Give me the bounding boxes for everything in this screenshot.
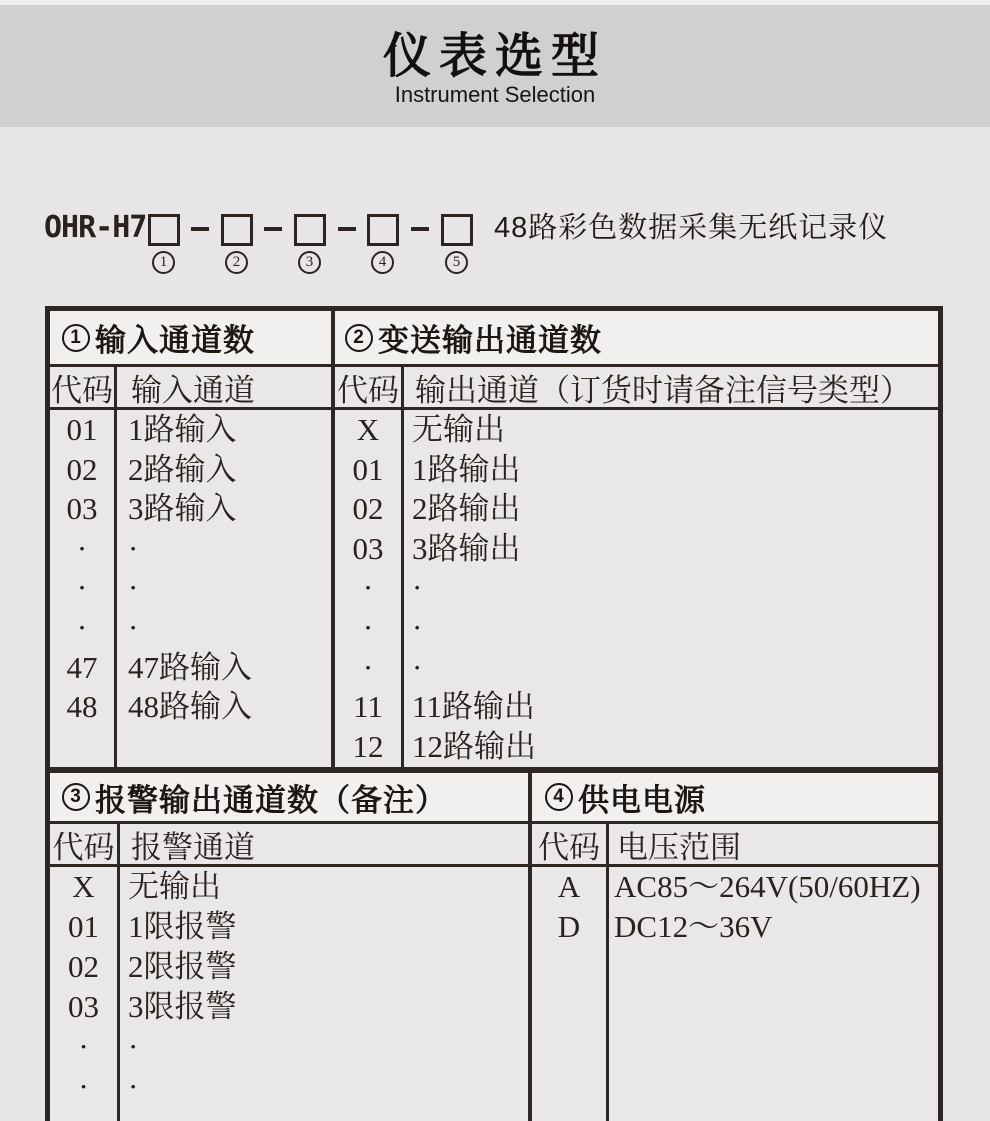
output-channel-rows <box>335 410 938 767</box>
table-row <box>50 410 331 450</box>
circled-number-icon: 1 <box>62 324 90 352</box>
code-cell: 03 <box>352 530 384 566</box>
value-cell: · <box>412 570 423 606</box>
code-cell: · <box>78 1029 89 1064</box>
table-row <box>335 450 938 490</box>
code-cell: · <box>76 609 88 645</box>
table-row <box>50 450 331 490</box>
input-channel-rows <box>50 410 331 767</box>
table-row <box>50 1027 528 1067</box>
code-cell: · <box>362 609 374 645</box>
section-header-output <box>335 311 948 364</box>
value-cell: 3路输出 <box>412 530 521 566</box>
table-row <box>50 568 331 608</box>
divider <box>606 824 609 864</box>
divider <box>114 410 117 767</box>
value-cell: DC12～36V <box>614 909 773 944</box>
col-header-value: 电压范围 <box>617 829 741 865</box>
circled-number-5: 5 <box>445 251 468 274</box>
table-row <box>335 568 938 608</box>
value-cell: · <box>128 609 139 645</box>
col-header-code: 代码 <box>52 829 115 865</box>
table-row <box>50 987 528 1027</box>
value-cell: · <box>128 1069 139 1104</box>
circled-number-3: 3 <box>298 251 321 274</box>
dash-separator <box>191 227 209 231</box>
value-cell: · <box>128 570 139 606</box>
value-cell: 11路输出 <box>412 689 535 725</box>
table-row <box>50 608 331 648</box>
value-cell: 无输出 <box>128 869 221 904</box>
code-cell: A <box>557 869 581 904</box>
table-row <box>335 608 938 648</box>
code-cell: 03 <box>66 491 98 527</box>
code-cell: 01 <box>66 412 98 447</box>
divider <box>114 367 117 407</box>
divider <box>117 824 120 864</box>
model-box-2 <box>221 214 253 246</box>
divider <box>401 367 404 407</box>
circled-number-4: 4 <box>371 251 394 274</box>
section-title: 变送输出通道数 <box>378 323 602 358</box>
value-cell: 2限报警 <box>128 949 237 984</box>
col-header-code: 代码 <box>538 829 600 865</box>
table-row <box>50 1067 528 1107</box>
section-header-alarm <box>50 773 540 821</box>
col-header-code: 代码 <box>51 372 113 408</box>
code-cell: · <box>78 1069 89 1104</box>
section-header-row-bottom <box>50 773 938 821</box>
table-row <box>50 907 528 947</box>
value-cell: 2路输入 <box>128 451 237 487</box>
section-header-input <box>50 311 343 364</box>
code-cell: 01 <box>352 451 384 487</box>
model-prefix: OHR-H7 <box>44 210 147 245</box>
circled-number-2: 2 <box>225 251 248 274</box>
value-cell: · <box>412 649 423 685</box>
section-title: 供电电源 <box>578 782 706 818</box>
col-header-code: 代码 <box>337 372 399 408</box>
code-cell: · <box>76 570 88 606</box>
code-cell: 03 <box>68 989 99 1024</box>
divider <box>50 364 938 367</box>
divider <box>50 821 938 824</box>
divider <box>528 773 532 1121</box>
table-row <box>335 529 938 569</box>
code-cell: D <box>557 909 581 944</box>
page-subtitle: Instrument Selection <box>394 82 596 107</box>
selection-table <box>45 306 943 1121</box>
value-cell: 12路输出 <box>412 728 536 764</box>
section-header-power <box>532 773 951 821</box>
value-cell: AC85～264V(50/60HZ) <box>614 869 921 904</box>
value-cell: 1路输入 <box>128 412 237 447</box>
table-row <box>50 687 331 727</box>
value-cell: 2路输出 <box>412 491 521 527</box>
value-cell: 3路输入 <box>128 491 237 527</box>
code-cell: · <box>76 530 88 566</box>
model-box-1 <box>148 214 180 246</box>
table-row <box>50 529 331 569</box>
dash-separator <box>338 227 356 231</box>
subheader-row-top <box>50 367 938 407</box>
table-row <box>335 727 938 767</box>
table-row <box>50 489 331 529</box>
model-box-3 <box>294 214 326 246</box>
value-cell: 无输出 <box>412 412 505 447</box>
section-header-row-top <box>50 311 938 364</box>
value-cell: · <box>128 530 139 566</box>
value-cell: 47路输入 <box>128 649 252 685</box>
code-cell: 11 <box>353 689 383 725</box>
model-box-4 <box>367 214 399 246</box>
table-row <box>532 907 938 947</box>
dash-separator <box>264 227 282 231</box>
table-row <box>50 648 331 688</box>
col-header-value: 输入通道 <box>131 372 255 408</box>
alarm-channel-rows <box>50 867 528 1121</box>
divider <box>117 867 120 1121</box>
code-cell: 48 <box>66 689 98 725</box>
table-row <box>335 489 938 529</box>
divider <box>50 767 938 773</box>
value-cell: 3限报警 <box>128 989 237 1024</box>
divider <box>50 407 938 410</box>
code-cell: 12 <box>352 728 384 764</box>
value-cell: 1路输出 <box>412 451 521 487</box>
col-header-value: 输出通道（订货时请备注信号类型） <box>415 372 911 408</box>
power-supply-rows <box>532 867 938 1121</box>
dash-separator <box>411 227 429 231</box>
value-cell: · <box>128 1029 139 1064</box>
code-cell: 02 <box>352 491 384 527</box>
divider <box>50 864 938 867</box>
divider <box>606 867 609 1121</box>
table-row <box>335 648 938 688</box>
code-cell: 02 <box>66 451 98 487</box>
value-cell: 48路输入 <box>128 689 252 725</box>
page-title: 仪表选型 <box>382 30 607 83</box>
circled-number-icon: 2 <box>345 324 373 352</box>
table-row <box>50 947 528 987</box>
value-cell: · <box>412 609 423 645</box>
code-cell: · <box>362 649 374 685</box>
col-header-value: 报警通道 <box>131 829 255 865</box>
section-title: 输入通道数 <box>95 323 255 358</box>
code-cell: · <box>362 570 374 606</box>
circled-number-icon: 4 <box>545 783 573 811</box>
model-description: 48路彩色数据采集无纸记录仪 <box>494 212 889 244</box>
circled-number-icon: 3 <box>62 783 90 811</box>
value-cell: 1限报警 <box>128 909 237 944</box>
code-cell: 47 <box>66 649 98 685</box>
code-cell: 01 <box>68 909 99 944</box>
table-row <box>532 867 938 907</box>
section-title: 报警输出通道数（备注） <box>95 782 447 818</box>
table-row <box>50 867 528 907</box>
divider <box>331 311 335 767</box>
table-row <box>335 687 938 727</box>
code-cell: X <box>356 412 380 447</box>
model-box-5 <box>441 214 473 246</box>
divider <box>401 410 404 767</box>
code-cell: 02 <box>68 949 99 984</box>
subheader-row-bottom <box>50 824 938 864</box>
code-cell: X <box>72 869 95 904</box>
table-row <box>335 410 938 450</box>
circled-number-1: 1 <box>152 251 175 274</box>
